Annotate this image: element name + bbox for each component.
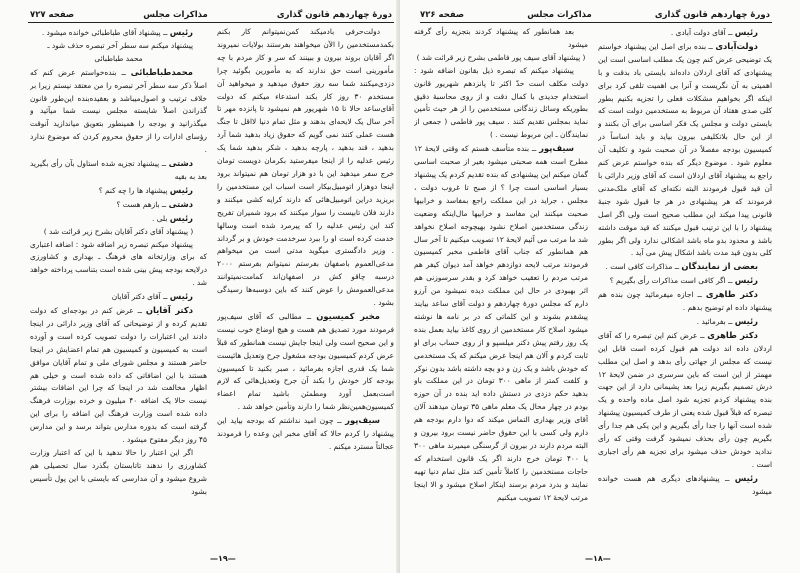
speech-paragraph bbox=[30, 184, 207, 198]
paragraph-text: ( پیشنهاد آقای دکتر آقایان بشرح زیر قرائت شد ) bbox=[43, 226, 194, 236]
center-title: مذاکرات مجلس bbox=[527, 10, 592, 20]
paragraph-text: پیشنهاد میکنم تبصره زیر اضافه شود : اضافه اعتباری که برای وزارتخانه های فرهنگ ـ بهداری و کشاورزی درلایحه بودجه پیش بینی شده است بتناسب پرداخته خواهد شد . bbox=[30, 239, 207, 288]
column-left bbox=[414, 26, 588, 549]
speech-paragraph bbox=[414, 142, 588, 504]
paragraph-text: ــ مطالبی که آقای سیف‌پور فرمودند مورد تصدیق هم هست و هیچ اوضاع خوب نیست و این صحیح است ولی اینجا جایش نیست همانطور که قبلاً عرض کردم کمیسیون بودجه مشغول جرح وتعدیل هائیست شما یک قدری اجازه بفرمائید ، صبر بکنید تا کمیسیون بودجه کار خودش را بکند آن جرح وتعدیل‌هائی که لازم است‌بعمل آورد ومطمئن باشید تمام اعضاء کمیسیون‌همین‌نظر شما را دارند وتأمین خواهد شد . bbox=[217, 311, 394, 412]
text-paragraph bbox=[30, 53, 207, 66]
paragraph-text: ــ بنده متأسف هستم که وقتی لایحهٔ ۱۲ مطرح است همه صحبتی میشود بغیر از صحبت اساسی گمان میکنم این پیشنهادی که بنده تقدیم کردم یک پیشنهاد بسیار اساسی است چرا ؟ از صبح تا غروب دولت ، مجلس ، جراید در این مملکت راجع بمفاسد و خرابیها صحبت میکنند این مفاسد و خرابیها مال‌اینکه وضعیت زندگی مستخدمین اصلاح نشود بهیچوجه اصلاح نخواهد شد ما مرتب می آئیم لایحهٔ ۱۲ تصویب میکنیم تا آخر سال هم همانطور که جناب آقای فاطمی مخبر کمیسیون فرمودند مرتب لایحه دوازدهم خواهد آمد دیوان کیفر هم مرتب مردم را تعقیب خواهد کرد و بقدر سرسوزنی هم اثر بهبودی در حال این مملکت دیده نمیشود من آرزو دارم که مجلس دورهٔ چهاردهم و دولت آقای ساعد بیایند پیشقدم بشوند و این کلماتی که در بر نامه ها نوشته میشود اصلاح کار مستخدمین از روی کاغذ بیاید بعمل بنده یک روز رفتم پیش دکتر میلسپو و از روی حساب برای او ثابت کردم و آلان هم اینجا عرض میکنم که یک مستخدمی که خودش باشد و یک زن و دو بچه داشته باشد بدون نوکر و کلفت کمتر از ماهی ۳۰۰ تومان در این مملکت باو بدهید حکم دزدی در دستش داده اید بنده در آن حوزه بودم در چهار محال یک معلم ماهی ۳۵ تومان میدهند آلان آقای وزیر بهداری التماس میکند که دوا دارم بودجه هم دارم ولی کسی با این حقوق حاضر نیست برود بیرون و البته مردم دارند در بیرون از گرسنگی میمیرند ماهی ۳۰۰ یا ۴۰۰ تومان خرج دارند اگر یک قانون استخدام که حاجات مستخدمین را کاملاً تأمین کند مثل تمام دنیا تهیه نمایند و بدرد مردم برسند اینکار اصلاح میشود و الا اینجا مرتب لایحهٔ ۱۲ تصویب میکنیم bbox=[414, 144, 588, 502]
paragraph-text: ــ آقای دکتر آقایان bbox=[111, 292, 168, 302]
speech-paragraph bbox=[30, 212, 207, 226]
speaker-name: بعضی از نمایندگان bbox=[681, 261, 758, 272]
page-label: صفحه ۷۲۶ bbox=[420, 10, 465, 20]
text-paragraph bbox=[414, 65, 588, 142]
speech-paragraph bbox=[598, 40, 772, 260]
text-paragraph bbox=[414, 52, 588, 65]
page-label: صفحه ۷۲۷ bbox=[30, 10, 75, 20]
paragraph-text: ــ آقای دولت آبادی . bbox=[670, 28, 733, 37]
speaker-name: محمدطباطبائی bbox=[130, 66, 193, 77]
page-header bbox=[30, 6, 392, 20]
speech-paragraph bbox=[217, 310, 394, 414]
speech-paragraph bbox=[30, 26, 207, 40]
speaker-name: رئیس bbox=[169, 184, 193, 195]
paragraph-text: ــ بنده برای اصل این پیشنهاد خواستم یک توضیحی عرض کنم چون یک مطلب اساسی است این پیشنهادی که آقای اردلان داده‌اند بایستی باد بدقت و با اهمیتی به آن نگریست و آنرا بی اهمیت تلقی کرد برای اینکه اگر بخواهیم مشکلات فعلی را تجزیه بکنیم بطور کلی صدی هفتاد آن مربوط به مستخدمین دولت است که بایستی دولت و مجلس یک فکر اساسی برای آن بکنند و از این حال بلاتکلیفی بیرون بیاید و باید اساساً در کمیسیون بودجه مفصلاً در آن صحبت شود و تکلیف آن معلوم شود . موضوع دیگر که بنده خواستم عرض کنم راجع به پیشنهاد آقای اردلان است که آقای وزیر دارائی با آن قید قبول فرمودند البته نکته‌ای که آقای ملک‌مدنی فرمودند که هر پیشنهادی در هر جا قبول شود جنبهٔ قانونی پیدا میکند این مطلب صحیح است ولی اگر اصل پیشنهاد را با این ترتیب قبول میکنند که قید موقت داشته باشد و محدود بدو ماه باشد اشکالی ندارد ولی اگر بطور کلی بدون قید مدت باشد اشکال پیش می آید . bbox=[598, 41, 772, 258]
paragraph-text: ــ پیشنهاد تجزیه شده استاول بآن رأی بگیرید بعد به بقیه bbox=[30, 159, 207, 181]
speech-paragraph bbox=[598, 260, 772, 274]
column-right bbox=[217, 26, 394, 549]
paragraph-text: ــ بازهم هست ؟ bbox=[116, 199, 167, 209]
text-paragraph bbox=[414, 26, 588, 52]
speaker-name: دکتر آقایان bbox=[145, 305, 194, 316]
page-number: —۱۸— bbox=[585, 554, 611, 563]
paragraph-text: پیشنهاد میکنم سه سطر آخر تبصره حذف شود ـ bbox=[47, 40, 193, 50]
page-number: —۱۹— bbox=[210, 554, 236, 563]
center-title: مذاکرات مجلس bbox=[143, 10, 208, 20]
paragraph-text: ــ بنده‌خواستم عرض کنم که اصلاً ذکر سه سطر آخر تبصره را من معتقد نیستم زیرا بر خلاف ترتیب و اصول‌میباشد و بعقیده‌بنده این‌طور قانون گذراندن اصلاً شایسته مجلس نیست شما میآئید و میگذرانید و بودجه را همینطور بتعویق میاندازید آنوقت رؤسای ادارات را از حقوق محروم کردن که موضوع ندارد . bbox=[30, 67, 207, 155]
text-paragraph bbox=[30, 239, 207, 291]
paragraph-text: پیشنهاد میکنم که تبصره ذیل بقانون اضافه شود : دولت مکلف است حدّ اکثر تا پانزدهم شهریور قانون استخدام جدیدی با کمال دقت و از روی محاسبهٔ دقیق بطوریکه وسائل زندگانی مستخدمین را از هر حیث تأمین نماید بمجلس تقدیم کنند . سیف پور فاطمی ( جمعی از نمایندگان ـ این مربوط نیست . ) bbox=[414, 65, 588, 140]
text-columns bbox=[414, 26, 772, 549]
header-rule bbox=[420, 22, 772, 23]
column-left bbox=[30, 26, 207, 549]
speech-paragraph bbox=[30, 198, 207, 212]
page-726 bbox=[400, 0, 800, 573]
speaker-name: رئیس bbox=[734, 472, 758, 483]
paragraph-text: ــ پیشنهاد آقای طباطبائی خوانده میشود . bbox=[41, 28, 168, 37]
paragraph-text: ــ عرض کنم در بودجه‌ای که دولت تقدیم کرده و از توضیحاتی که آقای وزیر دارائی در اینجا دادند این اعتبارات را دولت تصویب کرده است و آورده است به کمیسیون و کمیسیون هم تمام اعضایش در اینجا حاضر هستند و مجلس شورای ملی و تمام آقایان موافق هستند با این اضافاتی که داده شده است و خیلی هم اظهار مخالفت شد در اینجا که چرا این اضافات بیشتر نیست حالا یک اضافه ۴۰ میلیون و خرده بوزارت فرهنگ داده شده است وزارت فرهنگ این اضافه را برای این گرفته است که بدوره مدارس بتواند برسد و این مدارس ۴۵ روز دیگر مفتوح میشود . bbox=[30, 306, 207, 445]
term-title: دورهٔ چهاردهم قانون گذاری bbox=[654, 10, 770, 20]
speech-paragraph bbox=[598, 472, 772, 499]
speech-paragraph bbox=[30, 304, 207, 447]
paragraph-text: دولت‌حرفی بادمیکند کمن‌نمیتوانم کار بکنم بکمدمستخدمین را الآن میخواهند بفرستند بولایات نمیروند اگر آقایان بروند بیرون و ببینند که سر و کار مردم با چه مأمورینی است حق ندارند که به مأمورین بگوئید چرا دزدی‌میکنند شما سه روز حقوق میدهید و میخواهید آن مستخدم ۳۰ روز کار بکند استدعاء میکنم که دولت آقای‌ساعد حالا تا ۱۵ شهریور هم نمیشود تا پانزده مهر تا آخر سال یک لایحه‌ای بدهند و مثل تمام دنیا لااقل تا جنگ هست عملی کنند نمی گویم که حقوق زیاد بدهید شما آرد بدهید ، قند بدهید ، پارچه بدهید ، شکر بدهید شما یک رئیس عدلیه را از اینجا میفرستید بکرمان دویست تومان خرج سفر میدهید این با دو هزار تومان هم نمیتواند برود اینجا دوهزار اتومبیل‌بیکار است اسباب این مستخدمین را بریزید دراین اتومبیل‌هائی که دارند کرایه کشی میکنند و دارند فلان تابیست را سوار میکنند که برود شمیران تفریح کند این رئیس عدلیه را که پیرمرد شده است وسالها خدمت کرده است او را ببرد سرخدمت خودش و بر گرداند . وزیر دادگستری میگوید مدتی است من میخواهم مدعی‌العموم باصفهان بفرستم نمیتوانم بفرستم ۲۰۰۰ درسبه چاقو کش در اصفهان‌اند کمامت‌نمیتوانند مدعی‌العمومش را عوض کنند که باین دوسبه‌ها رسیدگی بشود . bbox=[217, 27, 394, 308]
speech-paragraph bbox=[30, 157, 207, 184]
speaker-name: رئیس bbox=[734, 315, 758, 326]
page-header bbox=[420, 6, 770, 20]
paragraph-text: ــ چون امید نداشتم که بودجه بیاید این پیشنهاد را کردم حالا که آقای مخبر این وعده را فرمودند عجالتاً مسترد میکنم . bbox=[217, 416, 394, 451]
speech-paragraph bbox=[598, 288, 772, 315]
text-paragraph bbox=[217, 26, 394, 310]
paragraph-text: اگر این اعتبار را حالا ندهید با این که اعتبار وزارت کشاورزی را ندهند تاتابستان بگذرد سال تحصیلی هم شروع میشود و آن مدارسی که بایستی با این پول تأسیس بشود bbox=[30, 448, 207, 496]
speaker-name: رئیس bbox=[734, 275, 758, 286]
speaker-name: سیف‌پور bbox=[539, 143, 574, 154]
speaker-name: رئیس bbox=[169, 212, 193, 223]
paragraph-text: بعد همانطور که پیشنهاد کردند بتجزیه رأی گرفته میشود bbox=[414, 27, 588, 49]
speech-paragraph bbox=[30, 290, 207, 304]
paragraph-text: بلی . bbox=[152, 213, 168, 223]
paragraph-text: ــ مذاکرات کافی است . bbox=[605, 262, 680, 272]
column-right bbox=[598, 26, 772, 549]
text-paragraph bbox=[30, 226, 207, 239]
text-paragraph bbox=[30, 40, 207, 53]
speaker-name: رئیس bbox=[169, 27, 193, 37]
text-paragraph bbox=[30, 447, 207, 499]
paragraph-text: ( پیشنهاد آقای سیف پور فاطمی بشرح زیر قرائت شد ) bbox=[416, 52, 586, 62]
speaker-name: سیف‌پور bbox=[345, 415, 380, 426]
speaker-name: دکتر طاهری bbox=[705, 289, 758, 300]
speaker-name: دشتی bbox=[168, 158, 193, 169]
paragraph-text: ــ اگر کافی است مذاکرات رأی بگیریم ؟ bbox=[609, 276, 733, 286]
speaker-name: مخبر کمیسیون bbox=[316, 310, 380, 321]
speech-paragraph bbox=[598, 26, 772, 40]
speech-paragraph bbox=[598, 274, 772, 288]
speech-paragraph bbox=[30, 66, 207, 157]
speaker-name: دکتر طاهری bbox=[707, 329, 758, 340]
header-rule bbox=[28, 22, 394, 23]
speech-paragraph bbox=[217, 414, 394, 454]
speech-paragraph bbox=[598, 329, 772, 472]
speech-paragraph bbox=[598, 315, 772, 329]
paragraph-text: ــ بفرمائید . bbox=[696, 316, 733, 326]
text-columns bbox=[30, 26, 394, 549]
paragraph-text: ــ پیشنهادهای دیگری هم هست خوانده میشود bbox=[598, 473, 772, 496]
paragraph-text: محمد طباطبائی bbox=[94, 53, 143, 63]
paragraph-text: ــ اجازه میفرمائید چون بنده هم پیشنهاد داده ام توضیح بدهم . bbox=[598, 290, 772, 313]
speaker-name: رئیس bbox=[734, 27, 758, 37]
paragraph-text: ــ عرض کنم این تبصره را که آقای اردلان داده اند دولت هم قبول کرده است قابل این نیست که مجلس از جهاتی رأی بدهد و اصل این مطلب مهمتر از این است که باین سرسری در ضمن لایحهٔ ۱۲ درش تصمیم بگیریم زیرا بعد پشیمانی دارد از این جهت بنده پیشنهاد کردم تجزیه شود اصل ماده واحده و یک تبصره که قبلاً قبول شده یعنی از طرف کمیسیون پیشنهاد شده است آنها را جدا رأی بگیریم و این یکی هم جدا رأی بگیریم چون رأی بحذف نمیشود گرفت وقتی که رأی ندادید خودش حذف میشود برای تجزیه هم رأی اجباری است . bbox=[598, 330, 772, 469]
speaker-name: رئیس bbox=[169, 291, 193, 302]
term-title: دورهٔ چهاردهم قانون گذاری bbox=[276, 10, 392, 20]
speaker-name: دشتی bbox=[168, 198, 193, 209]
paragraph-text: پیشنهاد ها را چه کنم ؟ bbox=[98, 185, 168, 195]
speaker-name: دولت‌آبادی bbox=[715, 40, 758, 51]
